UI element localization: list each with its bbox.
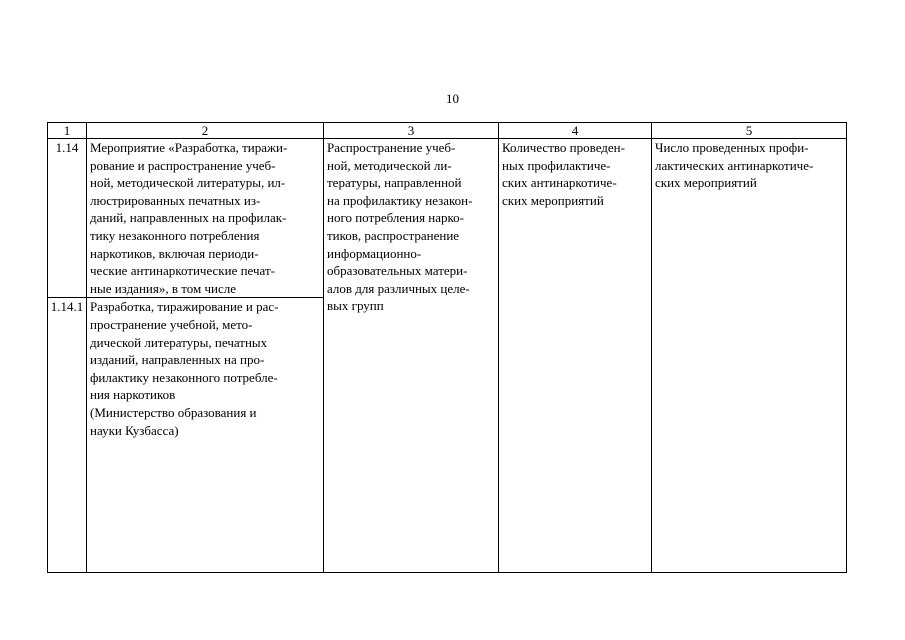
row-number: 1.14.1 — [48, 298, 87, 573]
row-number: 1.14 — [48, 139, 87, 298]
header-col-2: 2 — [87, 123, 324, 139]
event-cell: Мероприятие «Разработка, тиражи- рование и распространение учеб- ной, методической литературы, ил- люстрированных печатных из- даний, направленных на профилак- тику незаконного потребления наркотиков, включая периоди- ческие антинаркотические печат- ные издания», в том числе — [87, 139, 324, 298]
program-table — [47, 122, 847, 573]
indicator-cell: Количество проведен- ных профилактиче- ских антинаркотиче- ских мероприятий — [499, 139, 652, 573]
result-cell: Число проведенных профи- лактических антинаркотиче- ских мероприятий — [652, 139, 847, 573]
header-col-3: 3 — [324, 123, 499, 139]
content-cell: Распространение учеб- ной, методической ли- тературы, направленной на профилактику незакон- ного потребления нарко- тиков, распространение информационно- образовательных матери- алов для различных целе- вых групп — [324, 139, 499, 573]
page-number: 10 — [446, 91, 459, 106]
header-col-1: 1 — [48, 123, 87, 139]
table-row — [48, 139, 847, 298]
table-header-row — [48, 123, 847, 139]
header-col-4: 4 — [499, 123, 652, 139]
event-cell: Разработка, тиражирование и рас- пространение учебной, мето- дической литературы, печатных изданий, направленных на про- филактику незаконного потребле- ния наркотиков (Министерство образования и науки Кузбасса) — [87, 298, 324, 573]
header-col-5: 5 — [652, 123, 847, 139]
